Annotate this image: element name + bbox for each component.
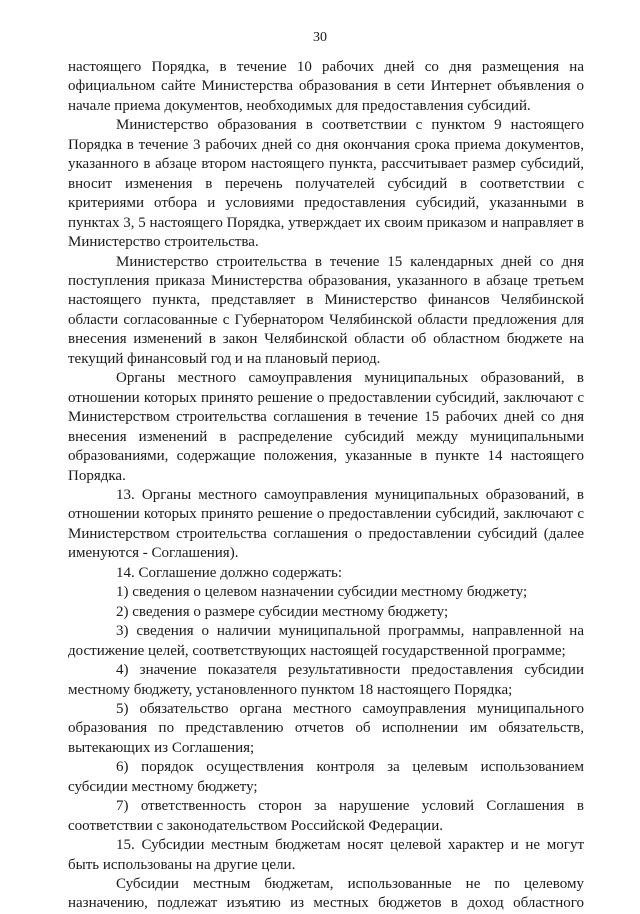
paragraph-clause-15: 15. Субсидии местным бюджетам носят целевой характер и не могут быть использованы на другие цели. — [68, 837, 584, 873]
document-body — [68, 58, 584, 914]
list-item-7: 7) ответственность сторон за нарушение условий Соглашения в соответствии с законодательством Российской Федерации. — [68, 798, 584, 834]
paragraph-ministry-education: Министерство образования в соответствии с пунктом 9 настоящего Порядка в течение 3 рабочих дней со дня окончания срока приема документов, указанного в абзаце втором настоящего пункта, рассчитывает размер субсидий, вносит изменения в перечень получателей субсидий в соответствии с критериями отбора и условиями предоставления субсидий, указанными в пунктах 3, 5 настоящего Порядка, утверждает их своим приказом и направляет в Министерство строительства. — [68, 117, 585, 251]
paragraph-local-authorities: Органы местного самоуправления муниципальных образований, в отношении которых принято решение о предоставлении субсидий, заключают с Министерством строительства соглашения в течение 15 рабочих дней со дня внесения изменений в распределение субсидий между муниципальными образованиями, содержащие положения, указанные в пункте 14 настоящего Порядка. — [68, 370, 584, 484]
paragraph-clause-13: 13. Органы местного самоуправления муниципальных образований, в отношении которых принято решение о предоставлении субсидий, заключают с Министерством строительства соглашения о предоставлении субсидий (далее именуются - Соглашения). — [68, 486, 584, 562]
paragraph-ministry-construction: Министерство строительства в течение 15 календарных дней со дня поступления приказа Министерства образования, указанного в абзаце третьем настоящего пункта, представляет в Министерство финансов Челябинской области согласованные с Губернатором Челябинской области предложения для внесения изменений в закон Челябинской области об областном бюджете на текущий финансовый год и на плановый период. — [68, 253, 584, 367]
list-item-3: 3) сведения о наличии муниципальной программы, направленной на достижение целей, соответствующих настоящей государственной программе; — [68, 623, 584, 659]
list-item-4: 4) значение показателя результативности предоставления субсидии местному бюджету, установленного пунктом 18 настоящего Порядка; — [68, 662, 584, 698]
paragraph-continuation: настоящего Порядка, в течение 10 рабочих дней со дня размещения на официальном сайте Министерства образования в сети Интернет объявления о начале приема документов, необходимых для предоставления субсидий. — [68, 59, 584, 114]
list-item-2: 2) сведения о размере субсидии местному бюджету; — [116, 603, 449, 620]
page-number: 30 — [313, 30, 327, 45]
list-item-6: 6) порядок осуществления контроля за целевым использованием субсидии местному бюджету; — [68, 759, 584, 795]
paragraph-misuse: Субсидии местным бюджетам, использованные не по целевому назначению, подлежат изъятию из местных бюджетов в доход областного — [68, 876, 584, 912]
list-item-1: 1) сведения о целевом назначении субсидии местному бюджету; — [116, 584, 528, 601]
list-item-5: 5) обязательство органа местного самоуправления муниципального образования по представлению отчетов об исполнении им обязательств, вытекающих из Соглашения; — [68, 700, 584, 756]
paragraph-clause-14: 14. Соглашение должно содержать: — [116, 564, 342, 581]
